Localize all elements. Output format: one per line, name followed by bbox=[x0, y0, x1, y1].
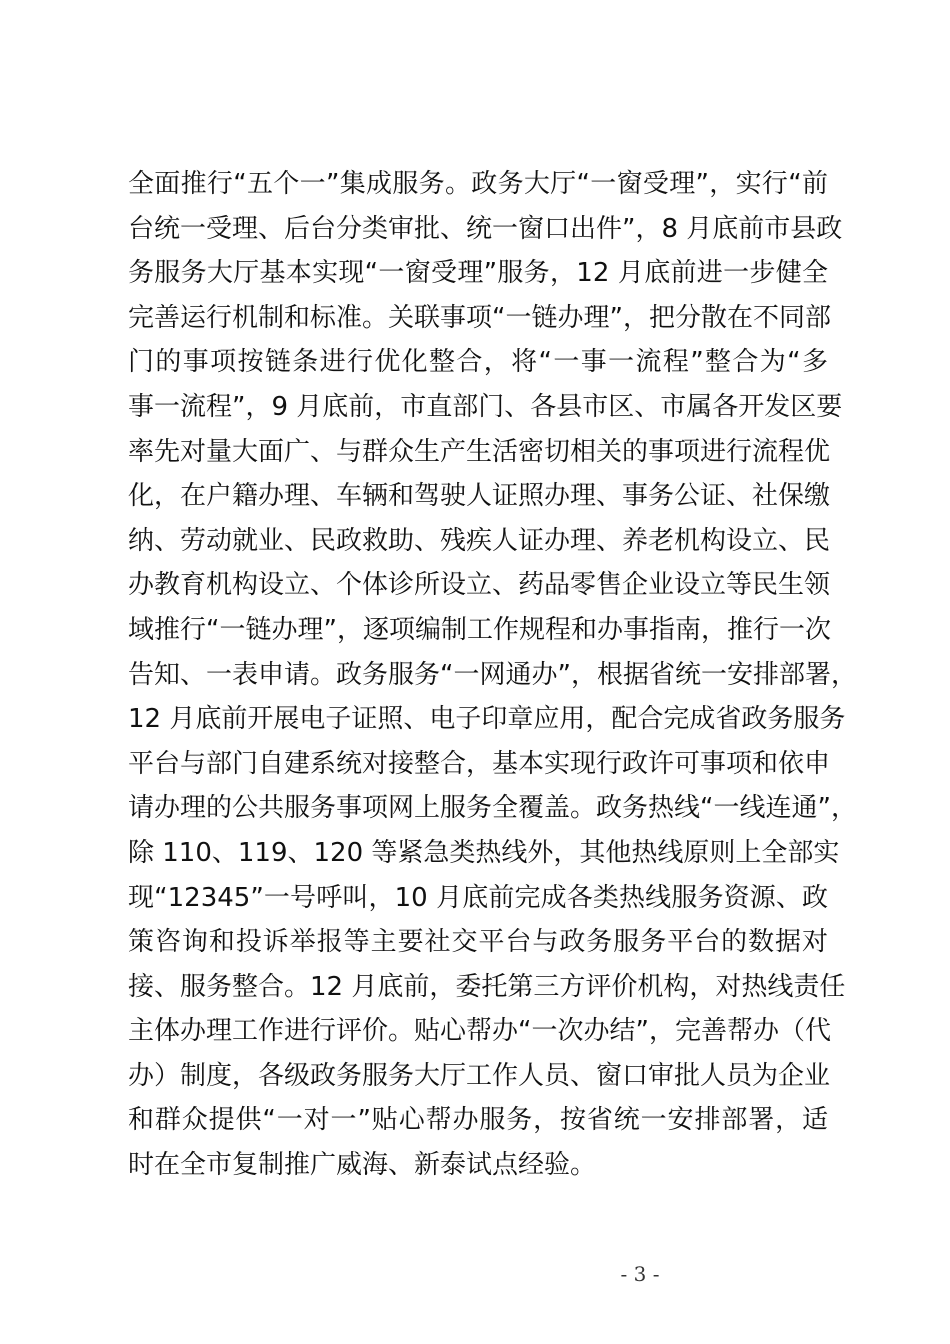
paragraph-line: 告知、一表申请。政务服务“一网通办”，根据省统一安排部署， bbox=[128, 659, 857, 690]
paragraph-line: 策咨询和投诉举报等主要社交平台与政务服务平台的数据对 bbox=[128, 927, 828, 958]
paragraph-line: 除 110、119、120 等紧急类热线外，其他热线原则上全部实 bbox=[128, 837, 840, 868]
body-paragraph bbox=[128, 162, 857, 1188]
page-number: - 3 - bbox=[620, 1262, 660, 1286]
paragraph-line: 12 月底前开展电子证照、电子印章应用，配合完成省政务服务 bbox=[128, 704, 846, 735]
paragraph-line: 现“12345”一号呼叫，10 月底前完成各类热线服务资源、政 bbox=[128, 882, 828, 913]
paragraph-line: 务服务大厅基本实现“一窗受理”服务，12 月底前进一步健全 bbox=[128, 258, 828, 289]
paragraph-line: 化，在户籍办理、车辆和驾驶人证照办理、事务公证、社保缴 bbox=[128, 481, 831, 512]
paragraph-line: 办教育机构设立、个体诊所设立、药品零售企业设立等民生领 bbox=[128, 570, 831, 601]
paragraph-line: 办）制度，各级政务服务大厅工作人员、窗口审批人员为企业 bbox=[128, 1060, 831, 1091]
paragraph-line: 时在全市复制推广威海、新泰试点经验。 bbox=[128, 1150, 597, 1181]
paragraph-line: 门的事项按链条进行优化整合，将“一事一流程”整合为“多 bbox=[128, 347, 828, 378]
paragraph-line: 台统一受理、后台分类审批、统一窗口出件”，8 月底前市县政 bbox=[128, 213, 843, 244]
paragraph-line: 完善运行机制和标准。关联事项“一链办理”，把分散在不同部 bbox=[128, 302, 831, 333]
paragraph-line: 和群众提供“一对一”贴心帮办服务，按省统一安排部署，适 bbox=[128, 1105, 828, 1136]
paragraph-line: 事一流程”，9 月底前，市直部门、各县市区、市属各开发区要 bbox=[128, 391, 843, 422]
paragraph-line: 接、服务整合。12 月底前，委托第三方评价机构，对热线责任 bbox=[128, 971, 846, 1002]
paragraph-line: 全面推行“五个一”集成服务。政务大厅“一窗受理”，实行“前 bbox=[128, 169, 828, 199]
paragraph-line: 纳、劳动就业、民政救助、残疾人证办理、养老机构设立、民 bbox=[128, 525, 831, 556]
paragraph-line: 平台与部门自建系统对接整合，基本实现行政许可事项和依申 bbox=[128, 748, 831, 779]
paragraph-line: 率先对量大面广、与群众生产生活密切相关的事项进行流程优 bbox=[128, 436, 831, 467]
paragraph-line: 请办理的公共服务事项网上服务全覆盖。政务热线“一线连通”， bbox=[128, 793, 857, 824]
paragraph-line: 域推行“一链办理”，逐项编制工作规程和办事指南，推行一次 bbox=[128, 614, 831, 645]
paragraph-line: 主体办理工作进行评价。贴心帮办“一次办结”，完善帮办（代 bbox=[128, 1016, 831, 1047]
